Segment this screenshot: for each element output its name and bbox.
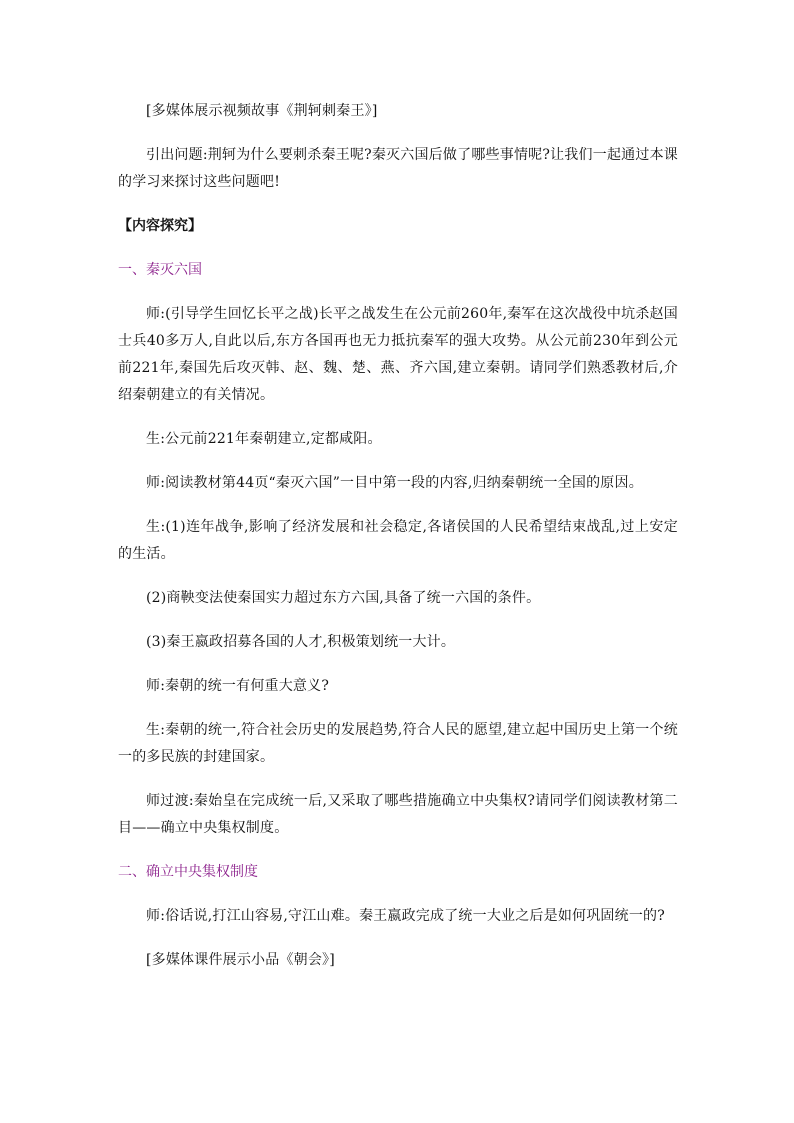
section-title-qin-conquers: 一、秦灭六国 <box>118 262 202 278</box>
paragraph-multimedia-video: [多媒体展示视频故事《荆轲刺秦王》] <box>146 103 378 119</box>
paragraph-reason-3: (3)秦王嬴政招募各国的人才,积极策划统一大计。 <box>146 634 456 650</box>
paragraph-teacher-reasons: 师:阅读教材第44页“秦灭六国”一目中第一段的内容,归纳秦朝统一全国的原因。 <box>146 475 643 491</box>
heading-content-explore: 【内容探究】 <box>118 218 202 234</box>
paragraph-teacher-changping: 师:(引导学生回忆长平之战)长平之战发生在公元前260年,秦军在这次战役中坑杀赵国士兵40多万人,自此以后,东方各国再也无力抵抗秦军的强大攻势。从公元前230年到公元前221年,秦国先后攻灭韩、赵、魏、楚、燕、齐六国,建立秦朝。请同学们熟悉教材后,介绍秦朝建立的有关情况。 <box>118 306 678 403</box>
paragraph-reason-2: (2)商鞅变法使秦国实力超过东方六国,具备了统一六国的条件。 <box>146 590 541 606</box>
document-body <box>118 98 678 991</box>
paragraph-teacher-transition: 师过渡:秦始皇在完成统一后,又采取了哪些措施确立中央集权?请同学们阅读教材第二目——确立中央集权制度。 <box>118 793 678 836</box>
paragraph-multimedia-skit: [多媒体课件展示小品《朝会》] <box>146 952 335 968</box>
paragraph-introduce-question: 引出问题:荆轲为什么要刺杀秦王呢?秦灭六国后做了哪些事情呢?让我们一起通过本课的学习来探讨这些问题吧! <box>118 147 678 190</box>
section-title-central-power: 二、确立中央集权制度 <box>118 864 258 880</box>
paragraph-student-founding: 生:公元前221年秦朝建立,定都咸阳。 <box>146 431 382 447</box>
paragraph-teacher-proverb: 师:俗话说,打江山容易,守江山难。秦王嬴政完成了统一大业之后是如何巩固统一的? <box>146 908 665 924</box>
paragraph-student-reason-1: 生:(1)连年战争,影响了经济发展和社会稳定,各诸侯国的人民希望结束战乱,过上安定的生活。 <box>118 519 678 562</box>
paragraph-teacher-significance: 师:秦朝的统一有何重大意义? <box>146 678 330 694</box>
paragraph-student-significance: 生:秦朝的统一,符合社会历史的发展趋势,符合人民的愿望,建立起中国历史上第一个统一的多民族的封建国家。 <box>118 722 678 765</box>
